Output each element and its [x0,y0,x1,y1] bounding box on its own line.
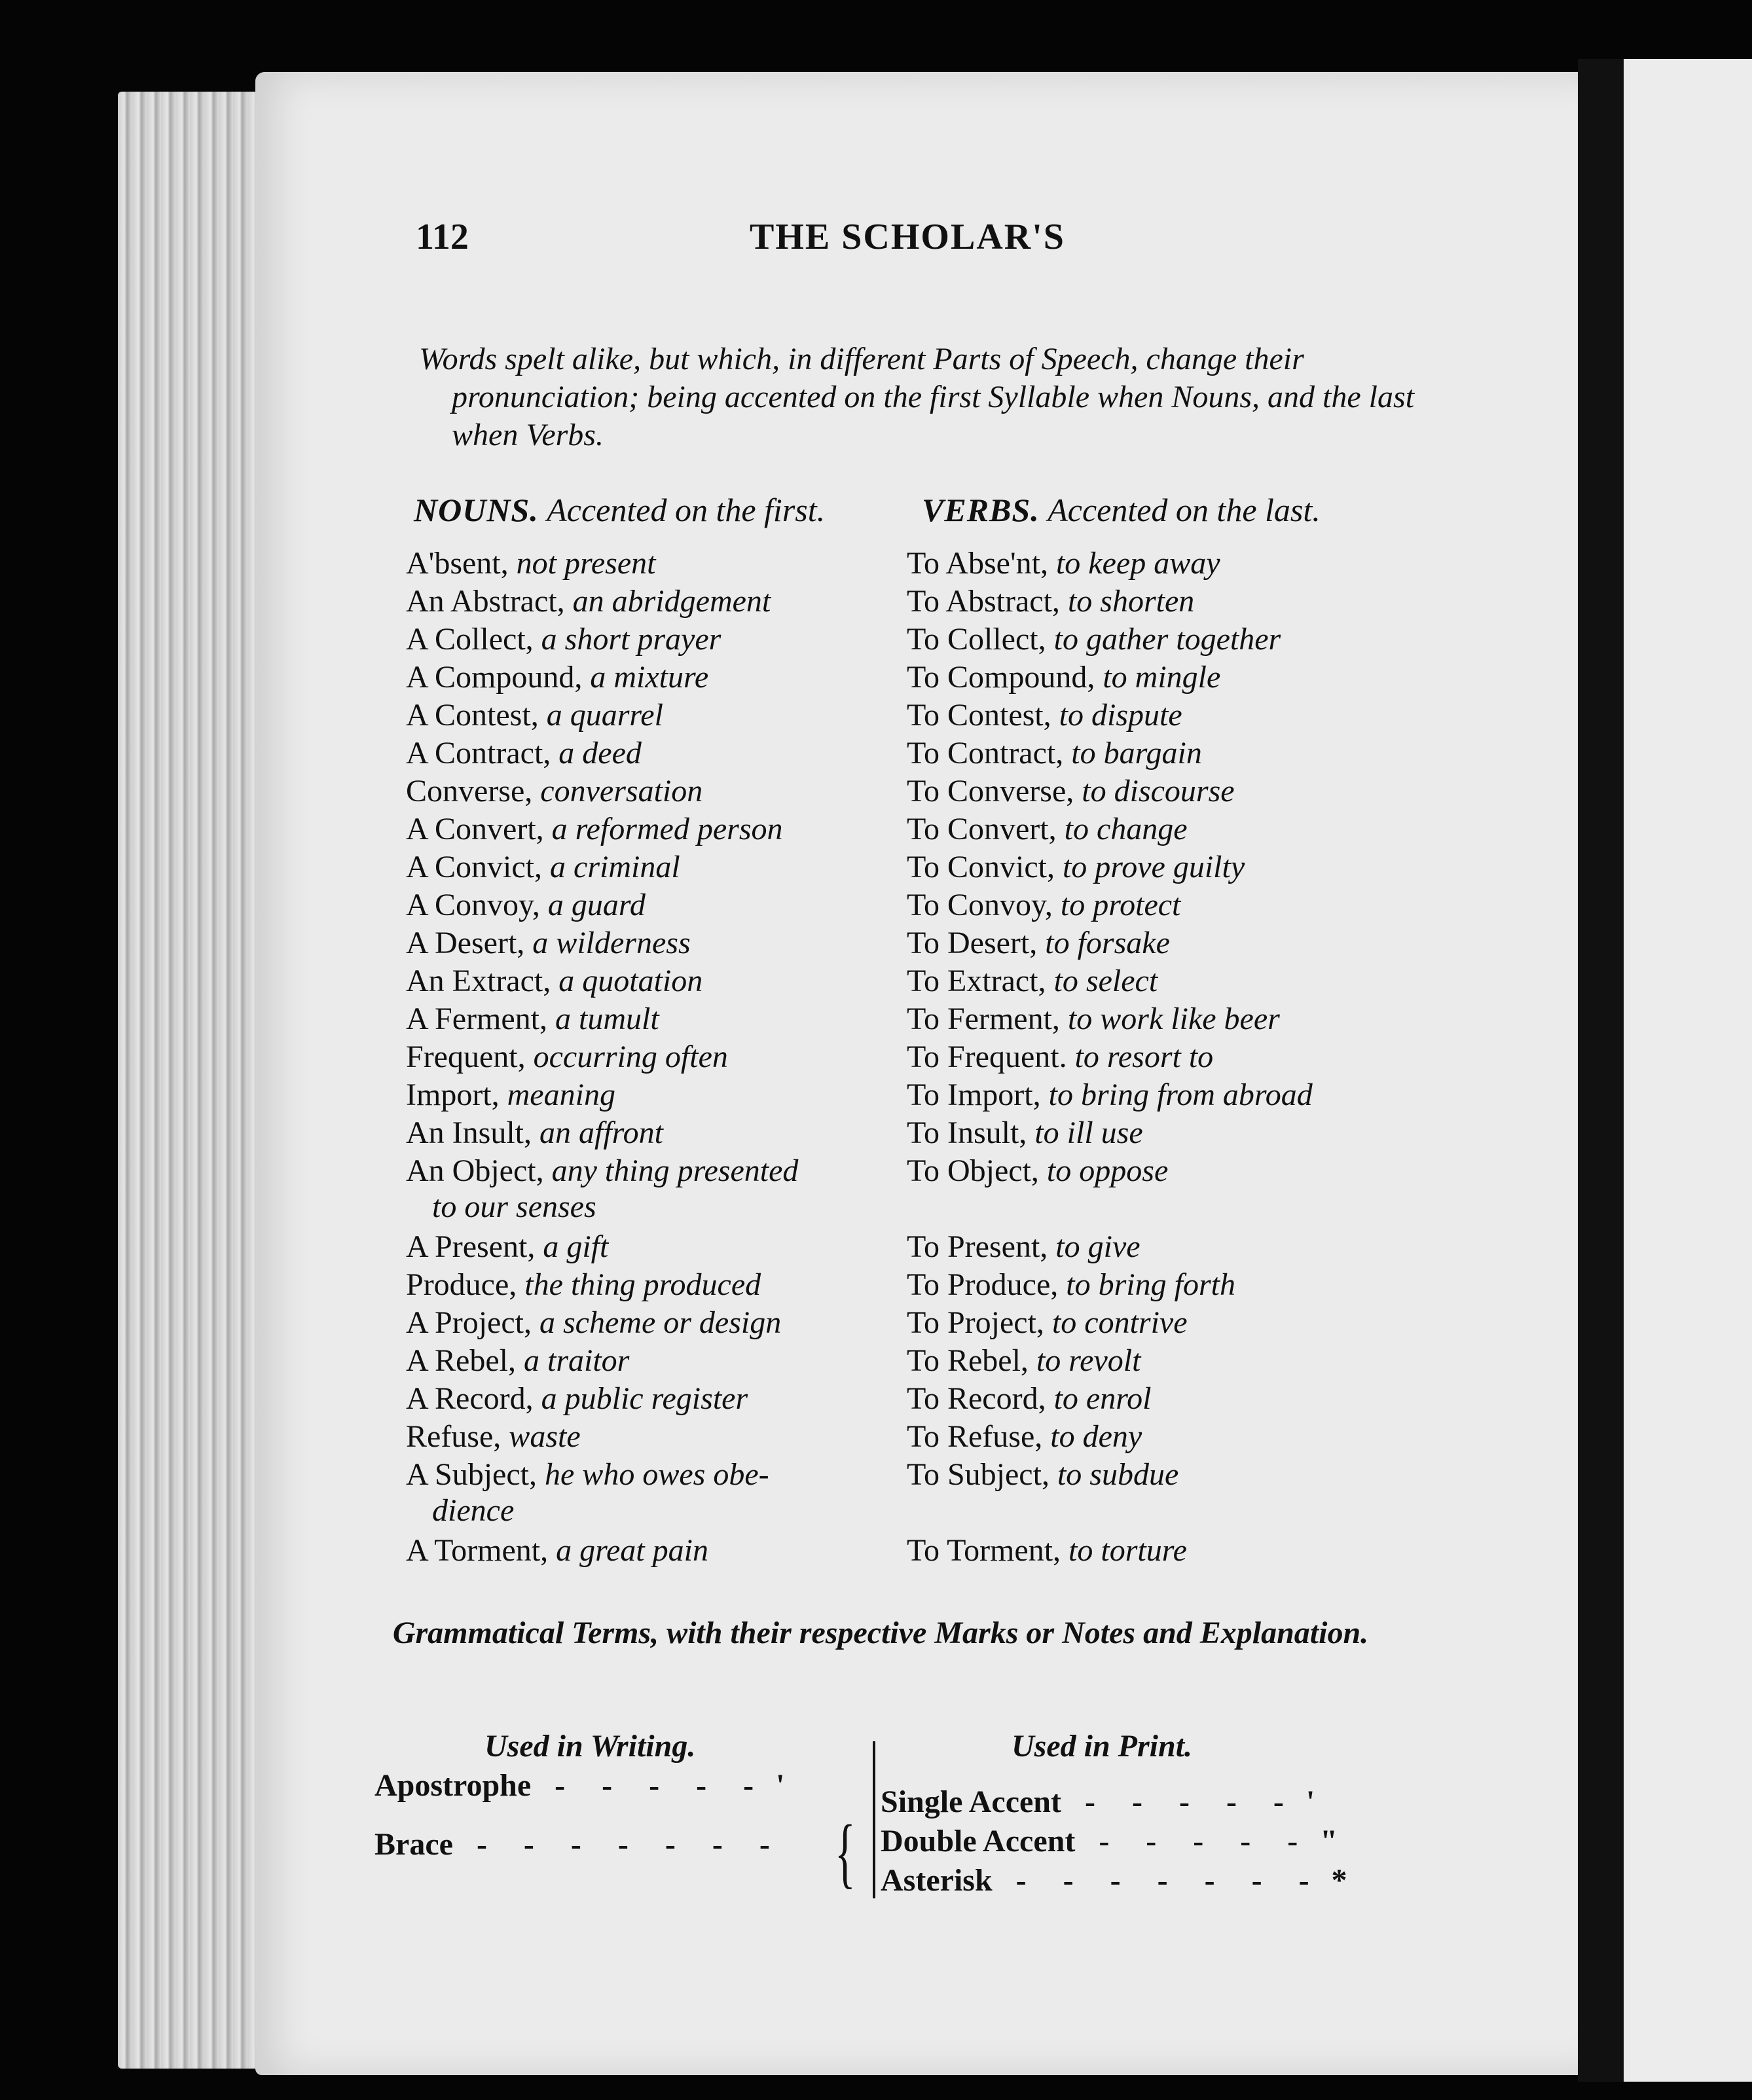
verb-entry [907,810,1417,848]
print-mark-row [881,1784,1315,1820]
entry-gloss-continued: to our senses [432,1189,596,1224]
noun-entry [406,1532,903,1570]
entry-gloss: a gift [543,1229,609,1264]
leader-dots: - - - - - [1099,1824,1313,1858]
grammar-title: Grammatical Terms, with their respective Marks or Notes and Explanation. [392,1616,1369,1650]
print-mark-row [881,1823,1338,1859]
verb-entry [907,545,1417,583]
entry-word: To Desert, [907,926,1038,960]
entry-gloss: any thing presented [551,1153,799,1188]
mark-term: Double Accent [881,1824,1076,1858]
entry-gloss: to select [1053,964,1158,998]
verb-entry [907,962,1417,1000]
noun-entry [406,810,903,848]
book-gutter [1578,59,1624,2082]
entry-gloss: conversation [540,774,703,808]
entry-gloss: to bring forth [1066,1267,1235,1302]
entry-word: To Produce, [907,1267,1059,1302]
entry-gloss: a quotation [558,964,703,998]
verb-entry [907,1152,1417,1228]
noun-entry [406,1266,903,1304]
entry-word: To Subject, [907,1457,1049,1492]
entry-word: To Object, [907,1153,1039,1188]
entry-word: A Collect, [406,622,534,657]
entry-gloss: to torture [1068,1533,1187,1568]
verbs-heading-subtitle: Accented on the last. [1048,492,1321,528]
entry-gloss: a reformed person [551,812,783,846]
verb-entry [907,1304,1417,1342]
entry-gloss: a mixture [590,660,709,695]
entry-word: To Frequent. [907,1040,1067,1074]
noun-entry [406,1152,903,1228]
entry-word: Converse, [406,774,533,808]
entry-word: Produce, [406,1267,517,1302]
mark-symbol: " [1320,1824,1338,1858]
verb-entry [907,1000,1417,1038]
writing-heading: Used in Writing. [484,1729,696,1764]
entry-gloss: a criminal [550,850,680,884]
entry-gloss: a scheme or design [539,1305,782,1340]
entry-word: A Compound, [406,660,583,695]
entry-gloss: to contrive [1051,1305,1188,1340]
verb-entry [907,848,1417,886]
verbs-list [907,545,1417,1570]
entry-word: Frequent, [406,1040,526,1074]
noun-entry [406,1304,903,1342]
facing-page [1624,59,1752,2082]
verb-entry [907,1038,1417,1076]
column-divider [873,1741,875,1898]
verb-entry [907,772,1417,810]
entry-word: A Rebel, [406,1343,516,1378]
book-page-edges [118,92,268,2069]
entry-word: A Convict, [406,850,543,884]
entry-gloss: an abridgement [572,584,771,619]
entry-gloss: waste [509,1419,581,1454]
entry-gloss: a great pain [556,1533,708,1568]
entry-gloss: to revolt [1036,1343,1141,1378]
entry-word: A Contest, [406,698,539,733]
entry-word: A Torment, [406,1533,549,1568]
entry-word: An Abstract, [406,584,565,619]
nouns-heading [414,491,825,529]
entry-word: To Contest, [907,698,1051,733]
verb-entry [907,621,1417,659]
entry-word: Import, [406,1077,500,1112]
entry-word: To Ferment, [907,1002,1060,1036]
noun-entry [406,621,903,659]
noun-entry [406,1038,903,1076]
entry-word: To Project, [907,1305,1044,1340]
entry-word: To Abse'nt, [907,546,1048,581]
entry-word: Refuse, [406,1419,502,1454]
verbs-heading-title: VERBS. [922,492,1040,528]
page-header [416,216,1162,268]
verb-entry [907,1342,1417,1380]
entry-word: To Contract, [907,736,1064,770]
noun-entry [406,848,903,886]
verb-entry [907,1380,1417,1418]
verb-entry [907,734,1417,772]
entry-word: To Present, [907,1229,1048,1264]
noun-entry [406,583,903,621]
entry-word: To Import, [907,1077,1041,1112]
entry-word: To Rebel, [907,1343,1029,1378]
verb-entry [907,886,1417,924]
noun-entry [406,545,903,583]
intro-paragraph: Words spelt alike, but which, in different Parts of Speech, change their pronunciation; being accented on the first Syllable when Nouns, and the last when Verbs. [419,342,1415,452]
entry-word: To Converse, [907,774,1074,808]
noun-entry [406,962,903,1000]
entry-word: A'bsent, [406,546,509,581]
entry-gloss: to work like beer [1067,1002,1280,1036]
nouns-list [406,545,903,1570]
nouns-heading-title: NOUNS. [414,492,539,528]
noun-entry [406,1418,903,1456]
nouns-heading-subtitle: Accented on the first. [547,492,826,528]
verb-entry [907,583,1417,621]
entry-word: A Convert, [406,812,544,846]
entry-gloss: to bring from abroad [1048,1077,1313,1112]
verb-entry [907,697,1417,734]
entry-word: A Desert, [406,926,525,960]
entry-gloss: to subdue [1057,1457,1179,1492]
writing-mark-row [374,1826,784,1862]
entry-word: To Convoy, [907,888,1053,922]
entry-word: To Record, [907,1381,1046,1416]
entry-gloss: to forsake [1045,926,1170,960]
entry-gloss: a short prayer [541,622,721,657]
noun-entry [406,1114,903,1152]
entry-gloss: to bargain [1071,736,1202,770]
verbs-heading [922,491,1321,529]
noun-entry [406,1228,903,1266]
entry-word: To Convict, [907,850,1055,884]
print-heading: Used in Print. [1012,1729,1193,1764]
entry-word: To Refuse, [907,1419,1043,1454]
entry-gloss: to prove guilty [1062,850,1245,884]
verb-entry [907,1532,1417,1570]
verb-entry [907,1114,1417,1152]
leader-dots: - - - - - - - [1015,1863,1324,1898]
entry-word: An Extract, [406,964,551,998]
entry-gloss-continued: dience [432,1493,515,1528]
page-number: 112 [416,217,469,257]
entry-word: A Ferment, [406,1002,547,1036]
verb-entry [907,1266,1417,1304]
entry-word: To Extract, [907,964,1046,998]
print-mark-row [881,1862,1347,1898]
noun-entry [406,886,903,924]
mark-symbol: ' [776,1768,785,1803]
entry-word: A Subject, [406,1457,537,1492]
entry-gloss: to oppose [1046,1153,1169,1188]
mark-term: Asterisk [881,1863,993,1898]
entry-gloss: an affront [539,1115,663,1150]
entry-gloss: to dispute [1059,698,1182,733]
entry-gloss: the thing produced [524,1267,761,1302]
entry-gloss: to keep away [1055,546,1220,581]
verb-entry [907,1228,1417,1266]
entry-gloss: a deed [558,736,642,770]
entry-word: A Project, [406,1305,532,1340]
entry-gloss: to mingle [1103,660,1221,695]
entry-gloss: to resort to [1074,1040,1214,1074]
entry-word: To Torment, [907,1533,1061,1568]
mark-symbol: * [1331,1863,1347,1898]
noun-entry [406,1456,903,1532]
leader-dots: - - - - - - - [476,1827,784,1862]
entry-gloss: to give [1055,1229,1141,1264]
entry-gloss: to ill use [1034,1115,1143,1150]
entry-gloss: he who owes obe- [545,1457,769,1492]
noun-entry [406,1076,903,1114]
entry-word: To Convert, [907,812,1057,846]
entry-gloss: occurring often [533,1040,728,1074]
entry-gloss: a wilderness [532,926,691,960]
entry-gloss: to change [1064,812,1188,846]
noun-entry [406,659,903,697]
entry-word: To Abstract, [907,584,1060,619]
verb-entry [907,1418,1417,1456]
entry-gloss: a guard [547,888,646,922]
noun-entry [406,1342,903,1380]
entry-word: A Record, [406,1381,534,1416]
noun-entry [406,697,903,734]
entry-word: A Present, [406,1229,536,1264]
mark-term: Single Accent [881,1784,1061,1819]
entry-word: To Insult, [907,1115,1027,1150]
writing-mark-row [374,1767,784,1803]
mark-symbol: ' [1305,1784,1315,1819]
entry-gloss: a traitor [523,1343,630,1378]
leader-dots: - - - - - [555,1768,769,1803]
brace-symbol: { [834,1809,856,1896]
entry-word: An Insult, [406,1115,532,1150]
noun-entry [406,924,903,962]
mark-term: Brace [374,1827,453,1862]
entry-word: A Contract, [406,736,551,770]
leader-dots: - - - - - [1084,1784,1298,1819]
noun-entry [406,1000,903,1038]
entry-gloss: to enrol [1053,1381,1152,1416]
noun-entry [406,734,903,772]
entry-gloss: a quarrel [546,698,663,733]
entry-gloss: to discourse [1082,774,1235,808]
mark-term: Apostrophe [374,1768,532,1803]
entry-word: To Collect, [907,622,1046,657]
entry-gloss: a public register [541,1381,748,1416]
noun-entry [406,772,903,810]
entry-gloss: meaning [507,1077,615,1112]
entry-gloss: to deny [1050,1419,1142,1454]
entry-gloss: to gather together [1053,622,1281,657]
verb-entry [907,924,1417,962]
entry-gloss: a tumult [555,1002,659,1036]
entry-word: A Convoy, [406,888,540,922]
entry-word: An Object, [406,1153,544,1188]
entry-word: To Compound, [907,660,1095,695]
verb-entry [907,659,1417,697]
entry-gloss: to protect [1060,888,1181,922]
entry-gloss: not present [516,546,656,581]
noun-entry [406,1380,903,1418]
verb-entry [907,1456,1417,1532]
running-title: THE SCHOLAR'S [750,217,1065,257]
entry-gloss: to shorten [1067,584,1195,619]
verb-entry [907,1076,1417,1114]
